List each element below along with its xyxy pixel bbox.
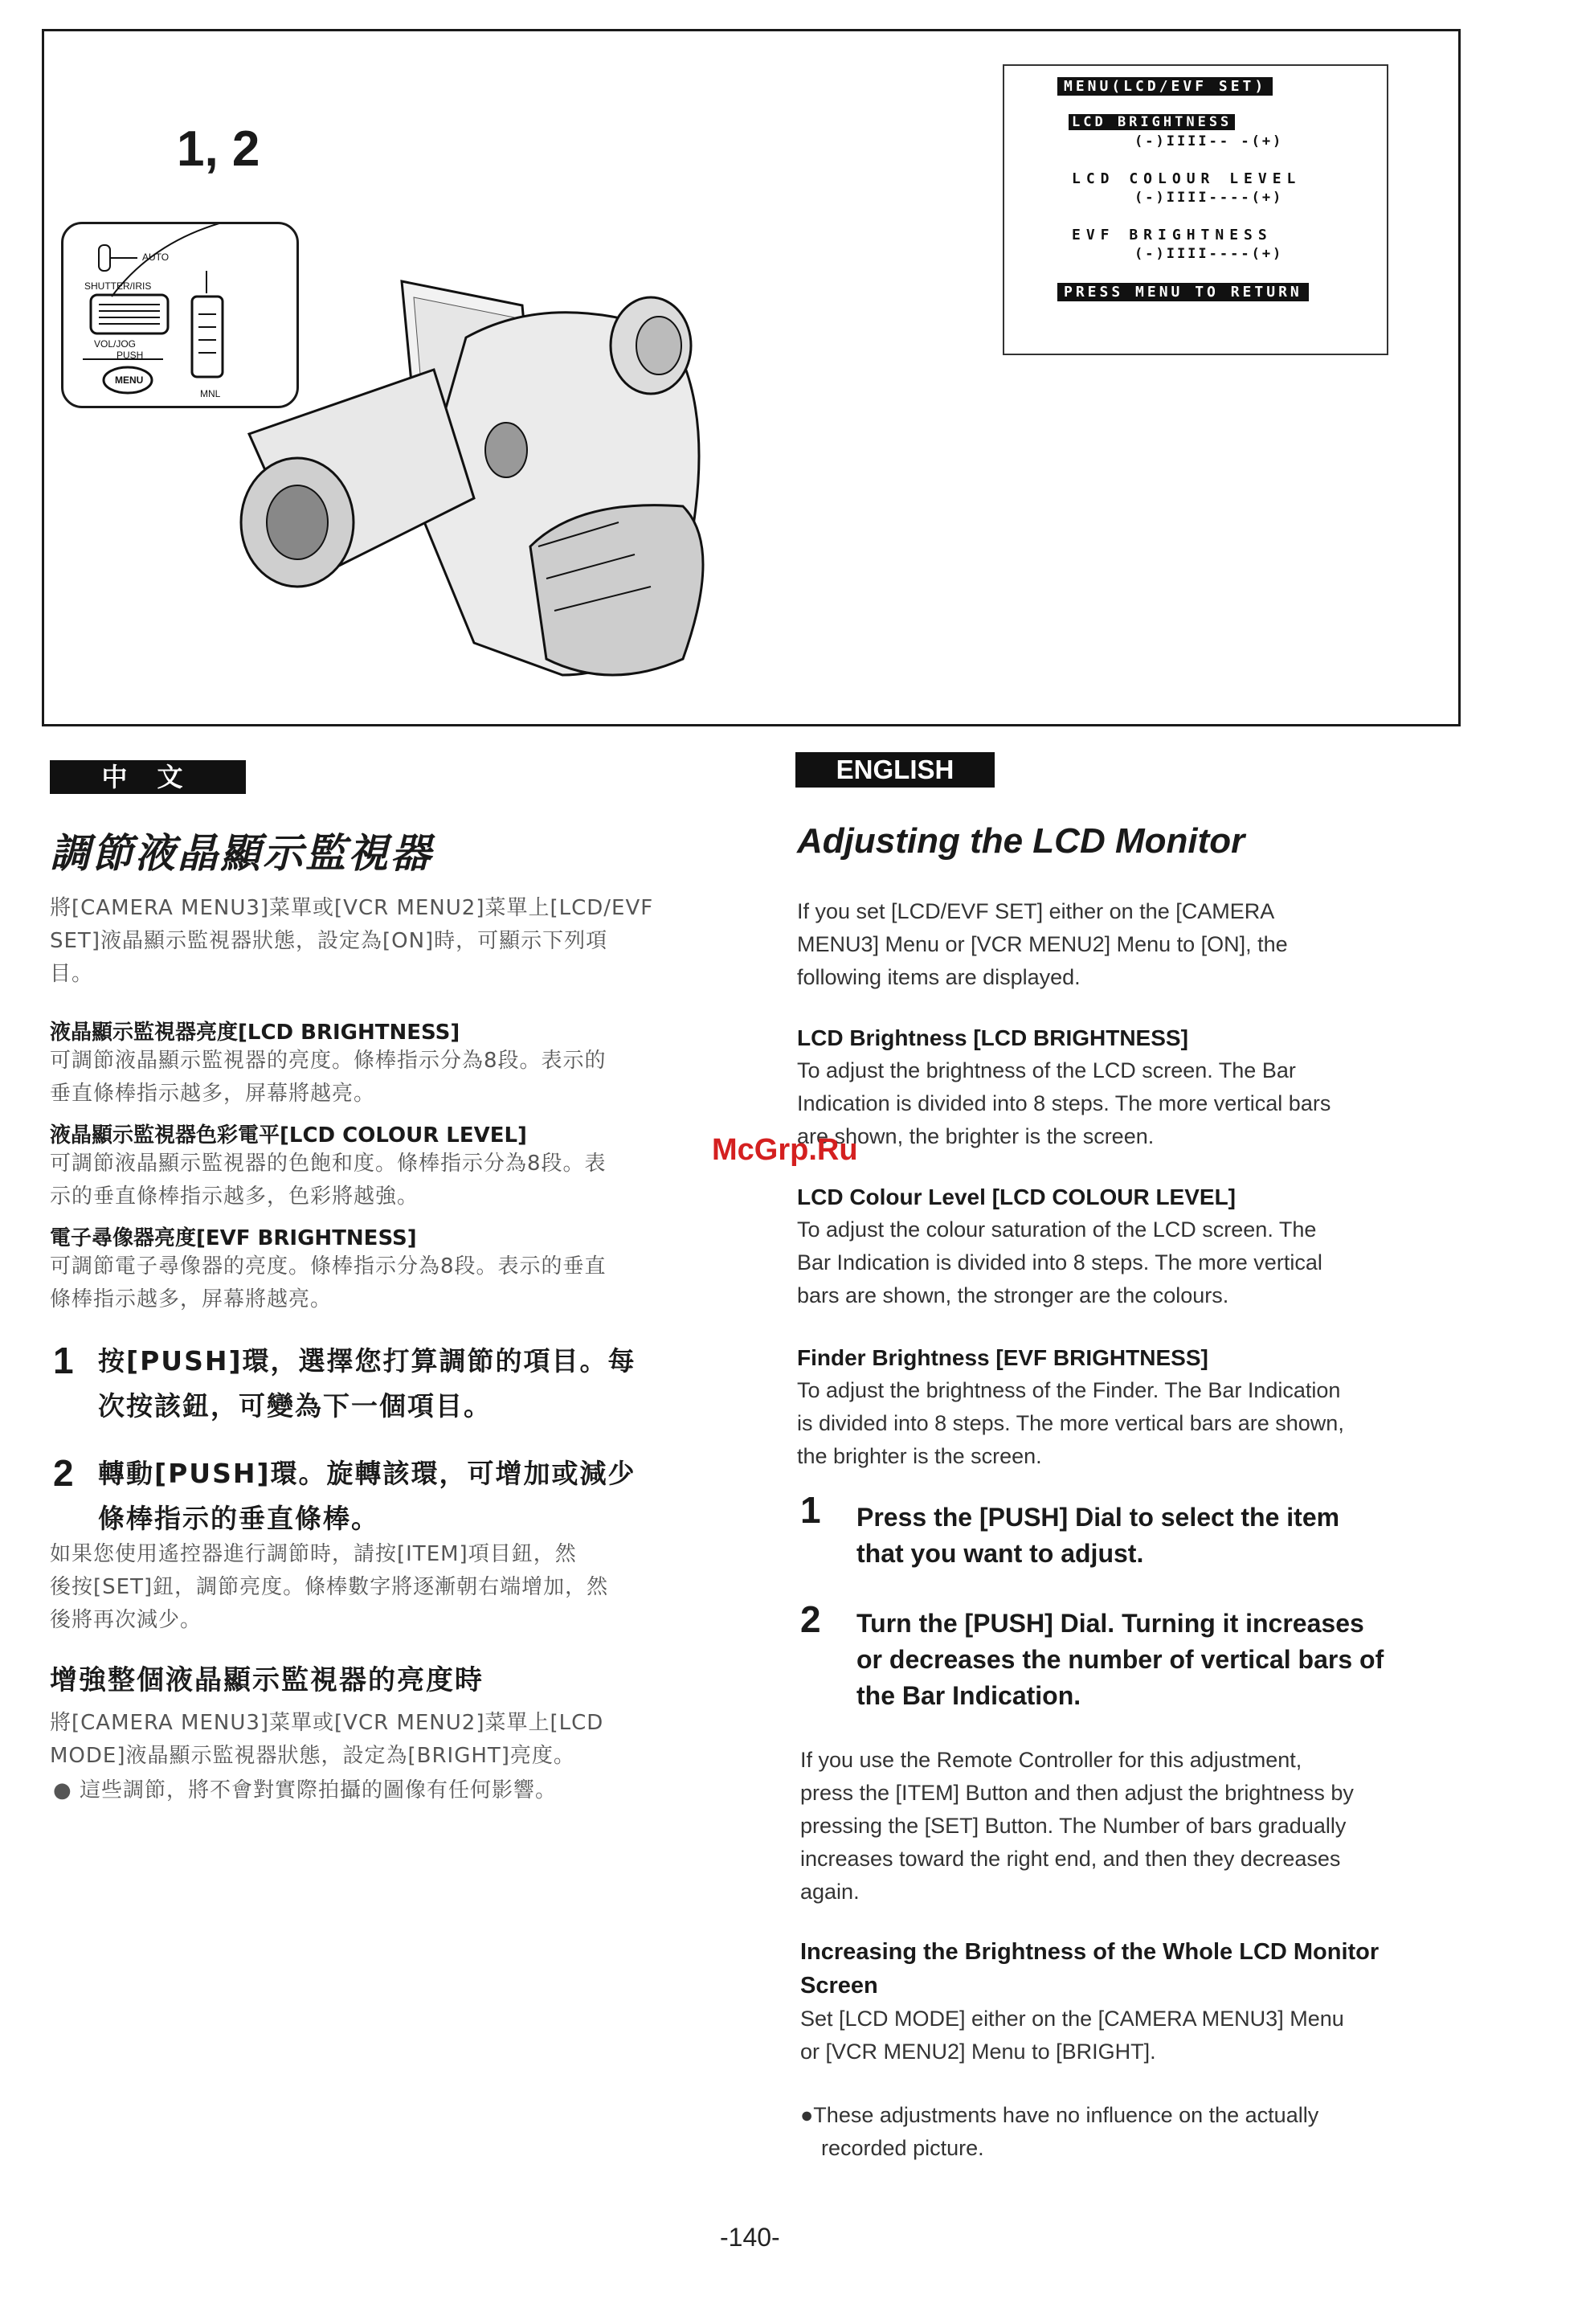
step-label: 1, 2 (177, 121, 260, 177)
english-section-evf-brightness-text: To adjust the brightness of the Finder. The Bar Indication is divided into 8 steps. The more vertical bars are shown, the brighter is the screen. (797, 1378, 1344, 1468)
english-step-1-text: Press the [PUSH] Dial to select the item that you want to adjust. (856, 1503, 1340, 1568)
shutter-iris-label: SHUTTER/IRIS (84, 280, 152, 292)
chinese-bright-heading: 增強整個液晶顯示監視器的亮度時 (50, 1664, 484, 1696)
push-label: PUSH (116, 350, 144, 361)
menu-item-evf-brightness: EVF BRIGHTNESS (1072, 227, 1273, 243)
camcorder-drawing (233, 241, 763, 707)
mnl-label: MNL (200, 388, 221, 399)
english-section-lcd-brightness-head: LCD Brightness [LCD BRIGHTNESS] (797, 1025, 1188, 1050)
chinese-intro: 將[CAMERA MENU3]菜單或[VCR MENU2]菜單上[LCD/EVF SET]液晶顯示監視器狀態，設定為[ON]時，可顯示下列項 目。 (50, 896, 654, 986)
chinese-section-evf-brightness-head: 電子尋像器亮度[EVF BRIGHTNESS] (50, 1226, 417, 1250)
chinese-section-lcd-brightness-head: 液晶顯示監視器亮度[LCD BRIGHTNESS] (50, 1021, 460, 1045)
english-step-2-number: 2 (800, 1598, 821, 1640)
menu-item-lcd-colour: LCD COLOUR LEVEL (1072, 170, 1302, 187)
menu-button-label: MENU (115, 374, 144, 386)
chinese-step-2-number: 2 (53, 1452, 74, 1494)
menu-scale-evf-brightness: (-)IIII----(+) (1134, 246, 1284, 262)
english-intro: If you set [LCD/EVF SET] either on the [CAMERA MENU3] Menu or [VCR MENU2] Menu to [ON], the following items are displayed. (797, 899, 1288, 989)
chinese-section-evf-brightness-text: 可調節電子尋像器的亮度。條棒指示分為8段。表示的垂直 條棒指示越多，屏幕將越亮。 (50, 1254, 607, 1311)
vol-jog-label: VOL/JOG (94, 338, 137, 350)
menu-item-lcd-brightness: LCD BRIGHTNESS (1069, 114, 1235, 130)
watermark: McGrp.Ru (712, 1133, 858, 1167)
page-number: -140- (720, 2223, 780, 2252)
english-title: Adjusting the LCD Monitor (797, 821, 1245, 861)
chinese-bright-text: 將[CAMERA MENU3]菜單或[VCR MENU2]菜單上[LCD MODE]液晶顯示監視器狀態，設定為[BRIGHT]亮度。 (50, 1711, 604, 1768)
menu-scale-lcd-colour: (-)IIII----(+) (1134, 190, 1284, 206)
english-step-2-text: Turn the [PUSH] Dial. Turning it increases or decreases the number of vertical bars of the Bar Indication. (856, 1609, 1384, 1710)
chinese-step-2-text: 轉動[PUSH]環。旋轉該環，可增加或減少 條棒指示的垂直條棒。 (98, 1458, 636, 1534)
english-note: ●These adjustments have no influence on the actually recorded picture. (800, 2103, 1319, 2160)
menu-screen (1003, 64, 1388, 355)
chinese-section-lcd-colour-text: 可調節液晶顯示監視器的色飽和度。條棒指示分為8段。表 示的垂直條棒指示越多，色彩將越強。 (50, 1152, 607, 1209)
chinese-section-lcd-brightness-text: 可調節液晶顯示監視器的亮度。條棒指示分為8段。表示的 垂直條棒指示越多，屏幕將越亮。 (50, 1049, 607, 1106)
chinese-step-1-text: 按[PUSH]環，選擇您打算調節的項目。每 次按該鈕，可變為下一個項目。 (98, 1345, 636, 1422)
english-section-lcd-colour-text: To adjust the colour saturation of the LCD screen. The Bar Indication is divided into 8 steps. The more vertical bars are shown, the stronger are the colours. (797, 1217, 1322, 1307)
chinese-badge: 中 文 (50, 760, 246, 794)
english-section-lcd-brightness-text: To adjust the brightness of the LCD screen. The Bar Indication is divided into 8 steps. The more vertical bars are shown, the brighter is the screen. (797, 1058, 1331, 1148)
menu-footer: PRESS MENU TO RETURN (1057, 283, 1309, 301)
english-bright-heading: Increasing the Brightness of the Whole LCD Monitor Screen (800, 1939, 1380, 1999)
menu-scale-lcd-brightness: (-)IIII-- -(+) (1134, 133, 1284, 149)
english-section-lcd-colour-head: LCD Colour Level [LCD COLOUR LEVEL] (797, 1185, 1236, 1209)
chinese-step-1-number: 1 (53, 1340, 74, 1381)
chinese-section-lcd-colour-head: 液晶顯示監視器色彩電平[LCD COLOUR LEVEL] (50, 1123, 527, 1148)
auto-label: AUTO (142, 252, 170, 263)
chinese-remote-text: 如果您使用遙控器進行調節時，請按[ITEM]項目鈕，然 後按[SET]鈕，調節亮度。條棒數字將逐漸朝右端增加，然 後將再次減少。 (50, 1542, 609, 1632)
english-bright-text: Set [LCD MODE] either on the [CAMERA MENU3] Menu or [VCR MENU2] Menu to [BRIGHT]. (800, 2007, 1344, 2064)
menu-header: MENU(LCD/EVF SET) (1057, 77, 1273, 96)
chinese-note: ● 這些調節，將不會對實際拍攝的圖像有任何影響。 (53, 1778, 557, 1802)
english-step-1-number: 1 (800, 1489, 821, 1531)
english-remote-text: If you use the Remote Controller for this adjustment, press the [ITEM] Button and then adjust the brightness by pressing the [SET] Button. The Number of bars gradually increases toward the right end, and then they decreases again. (800, 1748, 1354, 1904)
english-section-evf-brightness-head: Finder Brightness [EVF BRIGHTNESS] (797, 1345, 1208, 1370)
english-badge: ENGLISH (795, 752, 995, 788)
chinese-title: 調節液晶顯示監視器 (50, 831, 433, 876)
